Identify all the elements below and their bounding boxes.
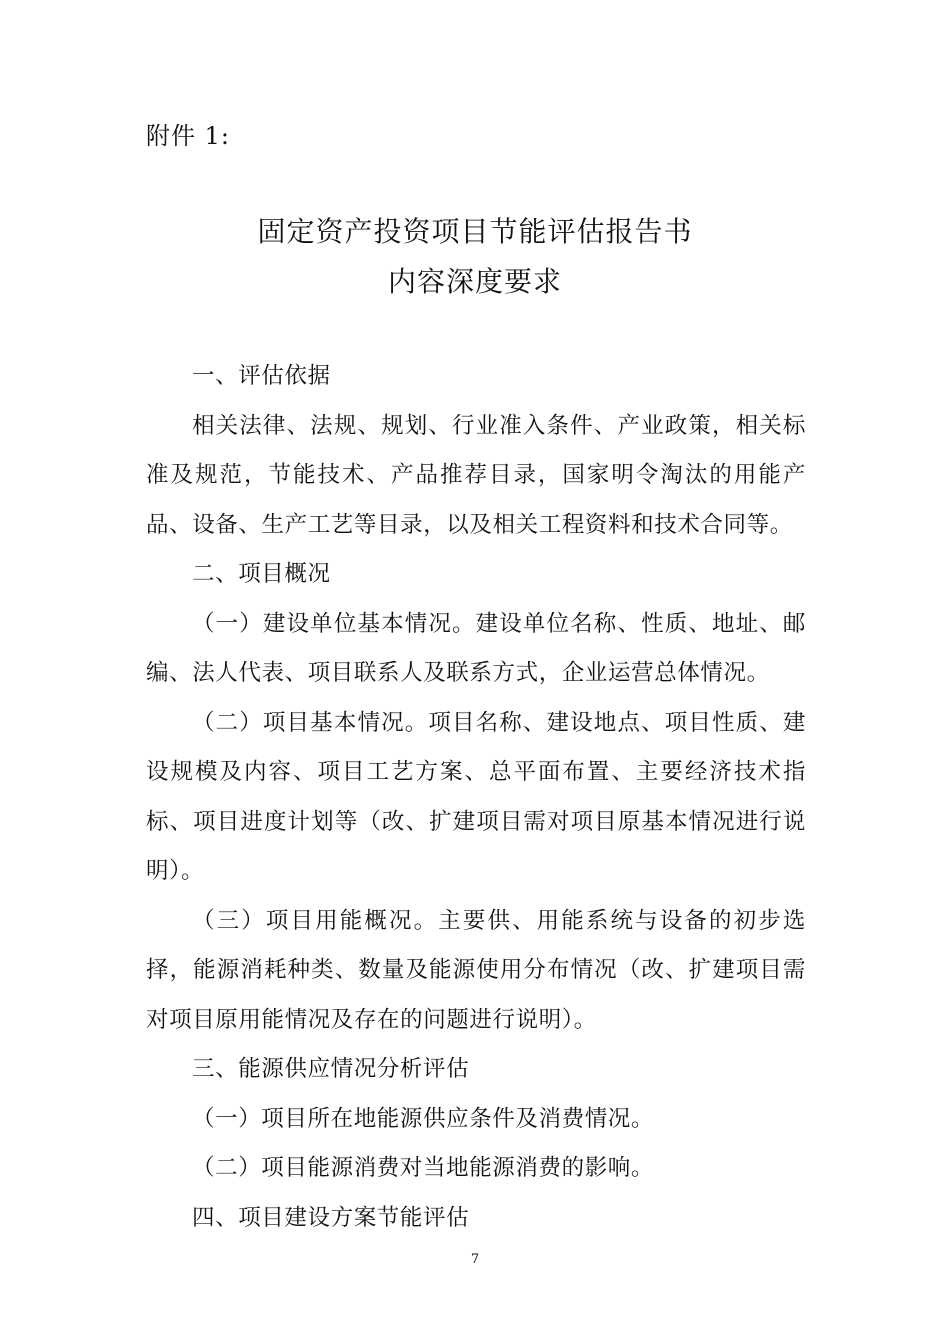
section-heading-construction: 四、项目建设方案节能评估	[192, 1204, 470, 1231]
attachment-label: 附件 1:	[146, 122, 230, 150]
document-title: 固定资产投资项目节能评估报告书	[257, 215, 693, 248]
supply-item-conditions: （一）项目所在地能源供应条件及消费情况。	[192, 1105, 655, 1132]
overview-item-project: （二）项目基本情况。项目名称、建设地点、项目性质、建设规模及内容、项目工艺方案、总平面布置、主要经济技术指标、项目进度计划等（改、扩建项目需对项目原基本情况进行说明）。	[146, 709, 806, 884]
section-heading-supply: 三、能源供应情况分析评估	[192, 1056, 470, 1082]
document-body	[146, 352, 806, 1243]
overview-item-energy: （三）项目用能概况。主要供、用能系统与设备的初步选择，能源消耗种类、数量及能源使用分布情况（改、扩建项目需对项目原用能情况及存在的问题进行说明）。	[146, 907, 806, 1033]
document-subtitle: 内容深度要求	[387, 265, 562, 298]
supply-item-impact: （二）项目能源消费对当地能源消费的影响。	[192, 1155, 655, 1181]
section-heading-basis: 一、评估依据	[192, 363, 331, 389]
page-number: 7	[470, 1252, 480, 1267]
section-heading-overview: 二、项目概况	[192, 561, 331, 587]
section-text-basis: 相关法律、法规、规划、行业准入条件、产业政策，相关标准及规范，节能技术、产品推荐目录，国家明令淘汰的用能产品、设备、生产工艺等目录，以及相关工程资料和技术合同等。	[146, 412, 806, 538]
overview-item-unit: （一）建设单位基本情况。建设单位名称、性质、地址、邮编、法人代表、项目联系人及联系方式，企业运营总体情况。	[146, 610, 806, 686]
